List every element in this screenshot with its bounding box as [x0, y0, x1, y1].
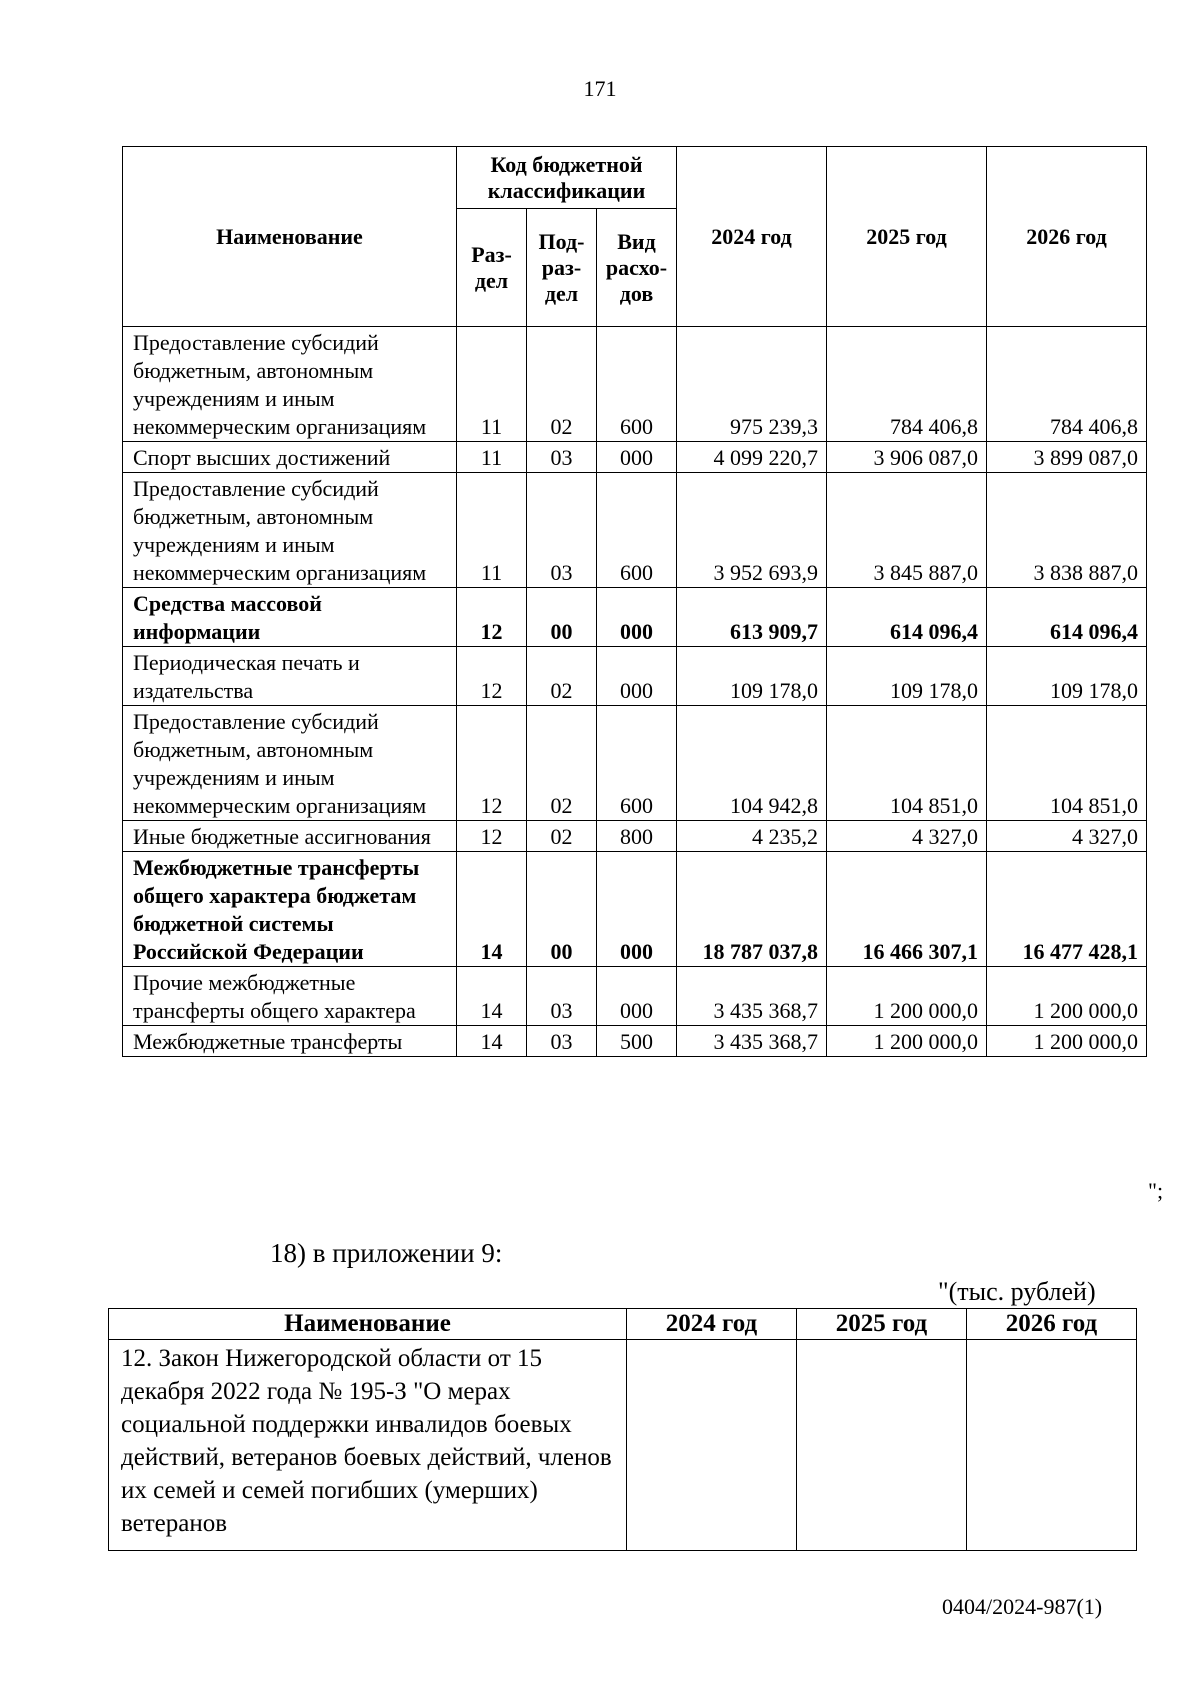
units-text: "(тыс. рублей)	[938, 1277, 1096, 1306]
row-2025: 784 406,8	[827, 327, 987, 442]
row-podrazdel: 02	[527, 327, 597, 442]
row-2026: 16 477 428,1	[987, 852, 1147, 967]
row-2025: 1 200 000,0	[827, 1026, 987, 1057]
row-vid: 600	[597, 706, 677, 821]
page-number: 171	[583, 76, 617, 101]
row-podrazdel: 02	[527, 706, 597, 821]
row-razdel: 11	[457, 442, 527, 473]
row-name: Межбюджетные трансферты общего характера бюджетам бюджетной системы Российской Федерации	[123, 852, 457, 967]
row-2024: 109 178,0	[677, 647, 827, 706]
appendix-table	[108, 1308, 1137, 1551]
table-row	[123, 967, 1147, 1026]
table-row	[123, 442, 1147, 473]
row-2025: 1 200 000,0	[827, 967, 987, 1026]
row-vid: 000	[597, 588, 677, 647]
appendix-row-2024	[627, 1340, 797, 1551]
table-row	[123, 852, 1147, 967]
row-2026: 784 406,8	[987, 327, 1147, 442]
row-2026: 109 178,0	[987, 647, 1147, 706]
header-razdel: Раз-дел	[457, 209, 527, 327]
appendix-row-name: 12. Закон Нижегородской области от 15 декабря 2022 года № 195-З "О мерах социальной поддержки инвалидов боевых действий, ветеранов боевых действий, членов их семей и семей погибших (умерших) ветеранов	[109, 1340, 627, 1551]
row-podrazdel: 02	[527, 821, 597, 852]
row-2024: 975 239,3	[677, 327, 827, 442]
header-name: Наименование	[123, 147, 457, 327]
row-2026: 4 327,0	[987, 821, 1147, 852]
row-vid: 000	[597, 852, 677, 967]
row-2026: 1 200 000,0	[987, 967, 1147, 1026]
table-row	[123, 647, 1147, 706]
appendix-header-2024: 2024 год	[627, 1309, 797, 1340]
row-podrazdel: 00	[527, 588, 597, 647]
row-2025: 104 851,0	[827, 706, 987, 821]
appendix-row-2026	[967, 1340, 1137, 1551]
table-row	[123, 821, 1147, 852]
row-2025: 16 466 307,1	[827, 852, 987, 967]
row-razdel: 12	[457, 706, 527, 821]
row-razdel: 12	[457, 821, 527, 852]
closing-quote: ";	[1148, 1178, 1164, 1203]
row-2024: 4 235,2	[677, 821, 827, 852]
row-2025: 3 845 887,0	[827, 473, 987, 588]
row-podrazdel: 03	[527, 442, 597, 473]
row-2024: 18 787 037,8	[677, 852, 827, 967]
appendix-header-2025: 2025 год	[797, 1309, 967, 1340]
table-row	[109, 1340, 1137, 1551]
table-row	[123, 327, 1147, 442]
row-name: Предоставление субсидий бюджетным, автономным учреждениям и иным некоммерческим организациям	[123, 327, 457, 442]
row-razdel: 14	[457, 852, 527, 967]
row-razdel: 12	[457, 647, 527, 706]
row-name: Периодическая печать и издательства	[123, 647, 457, 706]
row-name: Предоставление субсидий бюджетным, автономным учреждениям и иным некоммерческим организациям	[123, 706, 457, 821]
row-2026: 614 096,4	[987, 588, 1147, 647]
table-row	[123, 1026, 1147, 1057]
row-razdel: 11	[457, 327, 527, 442]
table-row	[123, 473, 1147, 588]
row-2024: 613 909,7	[677, 588, 827, 647]
row-2024: 3 952 693,9	[677, 473, 827, 588]
row-2026: 1 200 000,0	[987, 1026, 1147, 1057]
row-2024: 3 435 368,7	[677, 967, 827, 1026]
budget-table	[122, 146, 1147, 1057]
row-name: Прочие межбюджетные трансферты общего характера	[123, 967, 457, 1026]
row-name: Спорт высших достижений	[123, 442, 457, 473]
row-2026: 3 899 087,0	[987, 442, 1147, 473]
document-code: 0404/2024-987(1)	[942, 1594, 1103, 1619]
row-podrazdel: 03	[527, 1026, 597, 1057]
header-2024: 2024 год	[677, 147, 827, 327]
header-vid: Вид расхо-дов	[597, 209, 677, 327]
row-podrazdel: 00	[527, 852, 597, 967]
row-2026: 3 838 887,0	[987, 473, 1147, 588]
row-podrazdel: 02	[527, 647, 597, 706]
row-name: Иные бюджетные ассигнования	[123, 821, 457, 852]
intro-text: 18) в приложении 9:	[270, 1238, 503, 1268]
row-2025: 4 327,0	[827, 821, 987, 852]
row-vid: 800	[597, 821, 677, 852]
row-2024: 104 942,8	[677, 706, 827, 821]
row-name: Межбюджетные трансферты	[123, 1026, 457, 1057]
row-2024: 4 099 220,7	[677, 442, 827, 473]
row-vid: 500	[597, 1026, 677, 1057]
row-name: Средства массовой информации	[123, 588, 457, 647]
row-podrazdel: 03	[527, 967, 597, 1026]
row-2025: 614 096,4	[827, 588, 987, 647]
row-2024: 3 435 368,7	[677, 1026, 827, 1057]
row-razdel: 12	[457, 588, 527, 647]
row-podrazdel: 03	[527, 473, 597, 588]
row-2025: 3 906 087,0	[827, 442, 987, 473]
row-razdel: 14	[457, 967, 527, 1026]
header-2026: 2026 год	[987, 147, 1147, 327]
table-row	[123, 588, 1147, 647]
row-razdel: 11	[457, 473, 527, 588]
row-vid: 000	[597, 442, 677, 473]
appendix-table-body	[109, 1340, 1137, 1551]
appendix-header-name: Наименование	[109, 1309, 627, 1340]
row-vid: 000	[597, 967, 677, 1026]
table-row	[123, 706, 1147, 821]
row-razdel: 14	[457, 1026, 527, 1057]
row-vid: 600	[597, 327, 677, 442]
appendix-header-2026: 2026 год	[967, 1309, 1137, 1340]
header-2025: 2025 год	[827, 147, 987, 327]
row-vid: 600	[597, 473, 677, 588]
budget-table-body	[123, 327, 1147, 1057]
header-podrazdel: Под-раз-дел	[527, 209, 597, 327]
row-2025: 109 178,0	[827, 647, 987, 706]
appendix-row-2025	[797, 1340, 967, 1551]
row-vid: 000	[597, 647, 677, 706]
row-2026: 104 851,0	[987, 706, 1147, 821]
row-name: Предоставление субсидий бюджетным, автономным учреждениям и иным некоммерческим организациям	[123, 473, 457, 588]
header-code-group: Код бюджетной классификации	[457, 147, 677, 209]
